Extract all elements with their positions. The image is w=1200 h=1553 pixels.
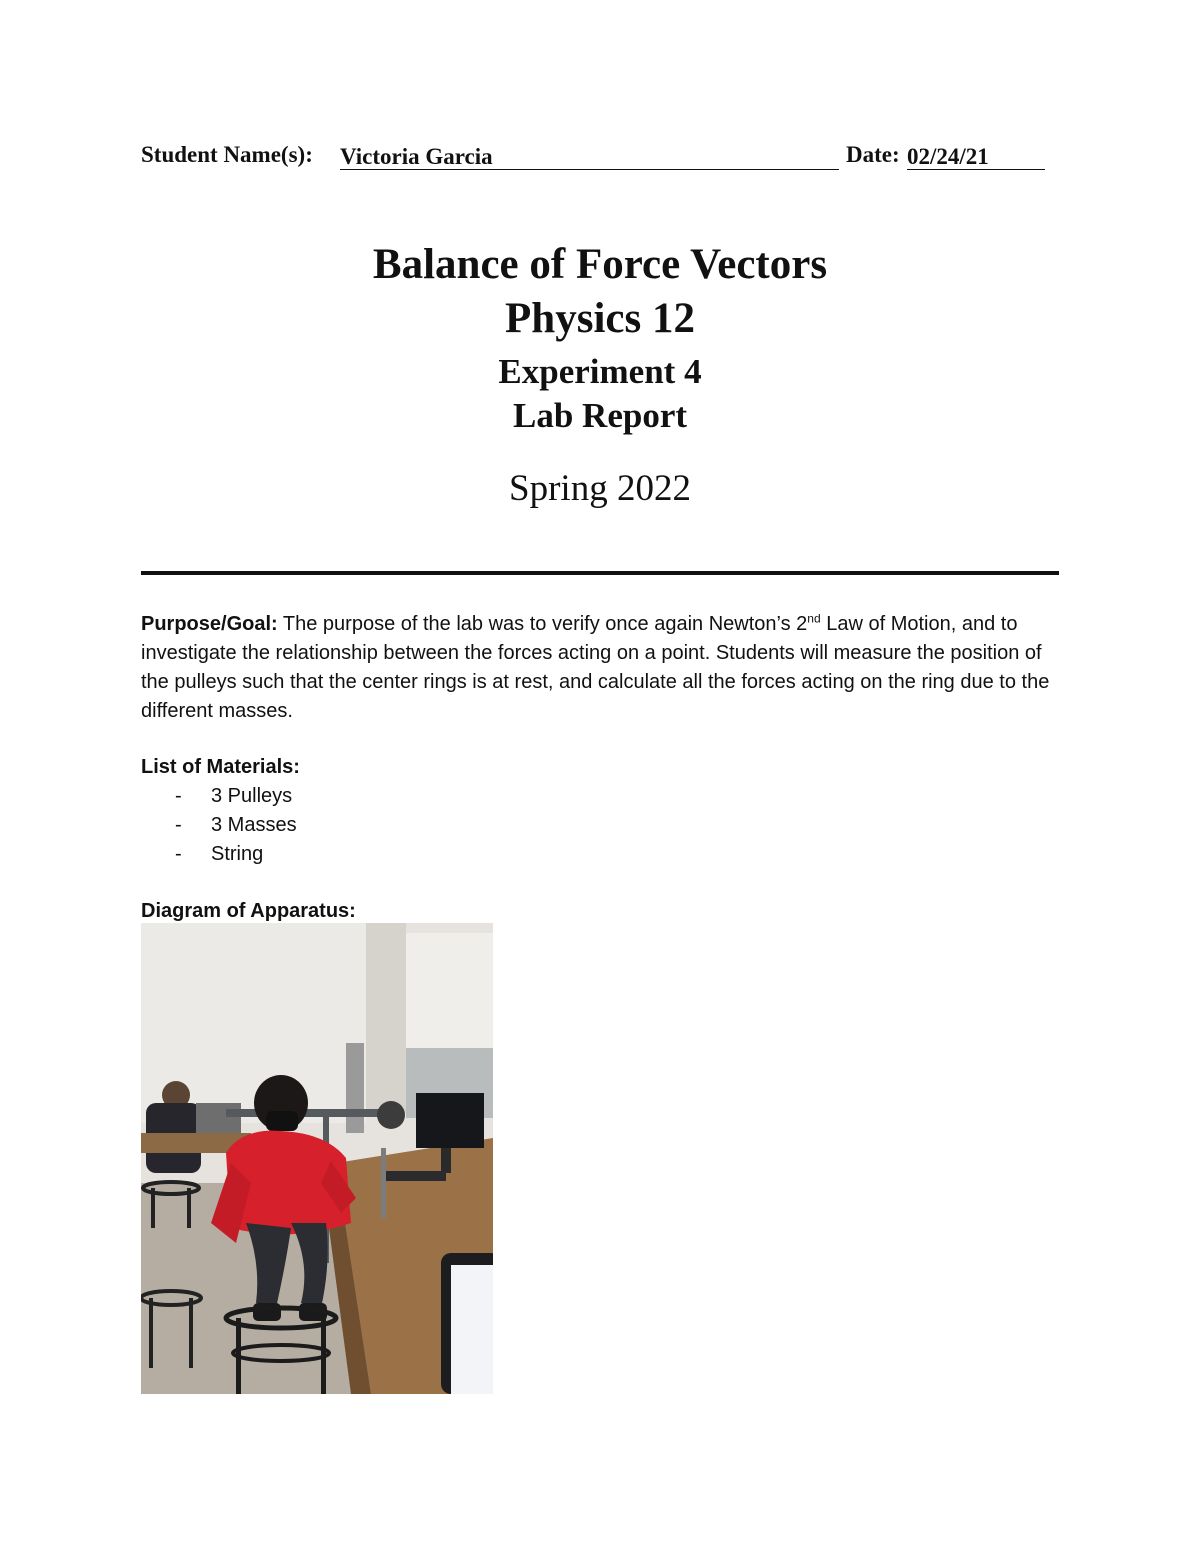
report-title: Balance of Force Vectors	[372, 241, 828, 288]
materials-list	[175, 782, 297, 869]
purpose-label: Purpose/Goal:	[141, 613, 278, 635]
title-block	[0, 238, 1200, 512]
header-line	[141, 142, 1051, 176]
date-label: Date:	[846, 142, 900, 167]
purpose-paragraph	[141, 610, 1061, 726]
purpose-text-part1: The purpose of the lab was to verify once again Newton’s 2	[277, 613, 808, 635]
apparatus-photo	[141, 923, 493, 1394]
experiment-number: Experiment 4	[498, 352, 702, 391]
materials-title: List of Materials:	[141, 756, 300, 778]
student-name-label: Student Name(s):	[141, 142, 313, 167]
student-name-value: Victoria Garcia	[340, 142, 839, 170]
term: Spring 2022	[509, 468, 691, 509]
list-item: - 3 Masses	[175, 811, 297, 840]
date-value: 02/24/21	[907, 142, 1045, 170]
purpose-text-part2: Law of Motion, and to investigate the relationship between the forces acting on a point. Students will measure the position of the pulleys such that the center rings is at rest, and calculate all the forces acting on the ring due to the different masses.	[141, 613, 1050, 722]
horizontal-rule	[141, 571, 1059, 575]
list-item: - 3 Pulleys	[175, 782, 297, 811]
purpose-superscript: nd	[807, 611, 821, 626]
list-item: - String	[175, 840, 297, 869]
course-title: Physics 12	[505, 295, 695, 342]
diagram-title: Diagram of Apparatus:	[141, 900, 356, 922]
report-type: Lab Report	[512, 396, 688, 435]
